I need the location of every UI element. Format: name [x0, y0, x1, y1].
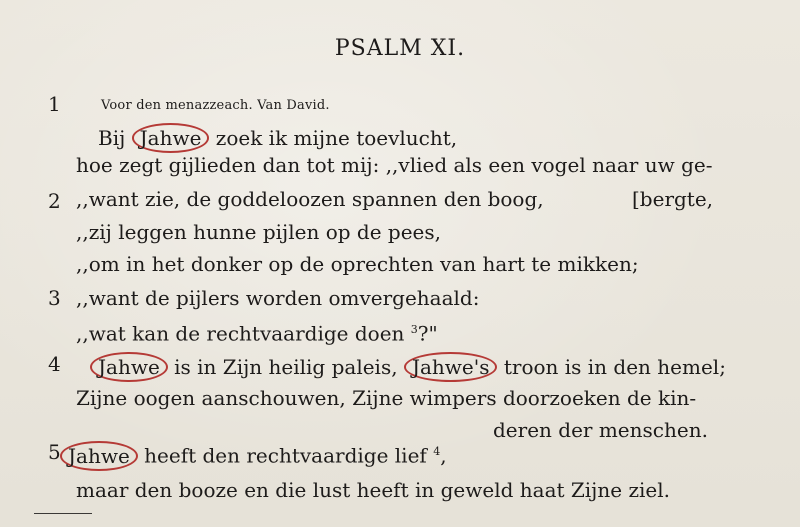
text-line-8: [90, 352, 726, 382]
circled-name-annotation: Jahwe's: [404, 352, 498, 382]
text-line-4: ,,zij leggen hunne pijlen op de pees,: [76, 220, 441, 244]
verse-number-1: 1: [48, 92, 61, 116]
footnote-divider: [34, 513, 92, 514]
text-line-10: deren der menschen.: [493, 418, 708, 442]
line-1-prefix: Bij: [98, 126, 132, 150]
line-8-middle: is in Zijn heilig paleis,: [167, 355, 404, 379]
text-line-11: [60, 440, 447, 471]
verse-number-2: 2: [48, 189, 61, 213]
circled-name-annotation: Jahwe: [90, 352, 168, 382]
text-line-9: Zijne oogen aanschouwen, Zijne wimpers doorzoeken de kin-: [76, 386, 697, 410]
text-line-3-continuation: [bergte,: [632, 187, 714, 211]
text-line-1: [98, 123, 457, 153]
line-7-end: ?": [417, 321, 438, 346]
line-11-end: ,: [440, 443, 447, 468]
circled-name-annotation: Jahwe: [60, 441, 138, 471]
line-7-text: ,,wat kan de rechtvaardige doen: [76, 321, 405, 346]
verse-number-5: 5: [48, 440, 61, 464]
footnote-ref-3: 3: [410, 323, 418, 336]
page-title: PSALM XI.: [334, 36, 466, 61]
verse-number-3: 3: [48, 286, 61, 310]
line-1-suffix: zoek ik mijne toevlucht,: [209, 126, 458, 150]
text-line-7: [76, 318, 438, 346]
footnote-ref-4: 4: [433, 445, 441, 458]
verse-number-4: 4: [48, 352, 61, 376]
line-8-suffix: troon is in den hemel;: [497, 355, 726, 379]
circled-name-annotation: Jahwe: [132, 123, 210, 153]
line-11-middle: heeft den rechtvaardige lief: [137, 443, 427, 468]
text-line-3: ,,want zie, de goddeloozen spannen den boog,: [76, 187, 544, 211]
text-line-12: maar den booze en die lust heeft in geweld haat Zijne ziel.: [76, 478, 670, 502]
psalm-heading: Voor den menazzeach. Van David.: [101, 98, 330, 113]
text-line-2: hoe zegt gijlieden dan tot mij: ,,vlied als een vogel naar uw ge-: [76, 153, 713, 177]
text-line-5: ,,om in het donker op de oprechten van hart te mikken;: [76, 252, 639, 276]
text-line-6: ,,want de pijlers worden omvergehaald:: [76, 286, 480, 310]
